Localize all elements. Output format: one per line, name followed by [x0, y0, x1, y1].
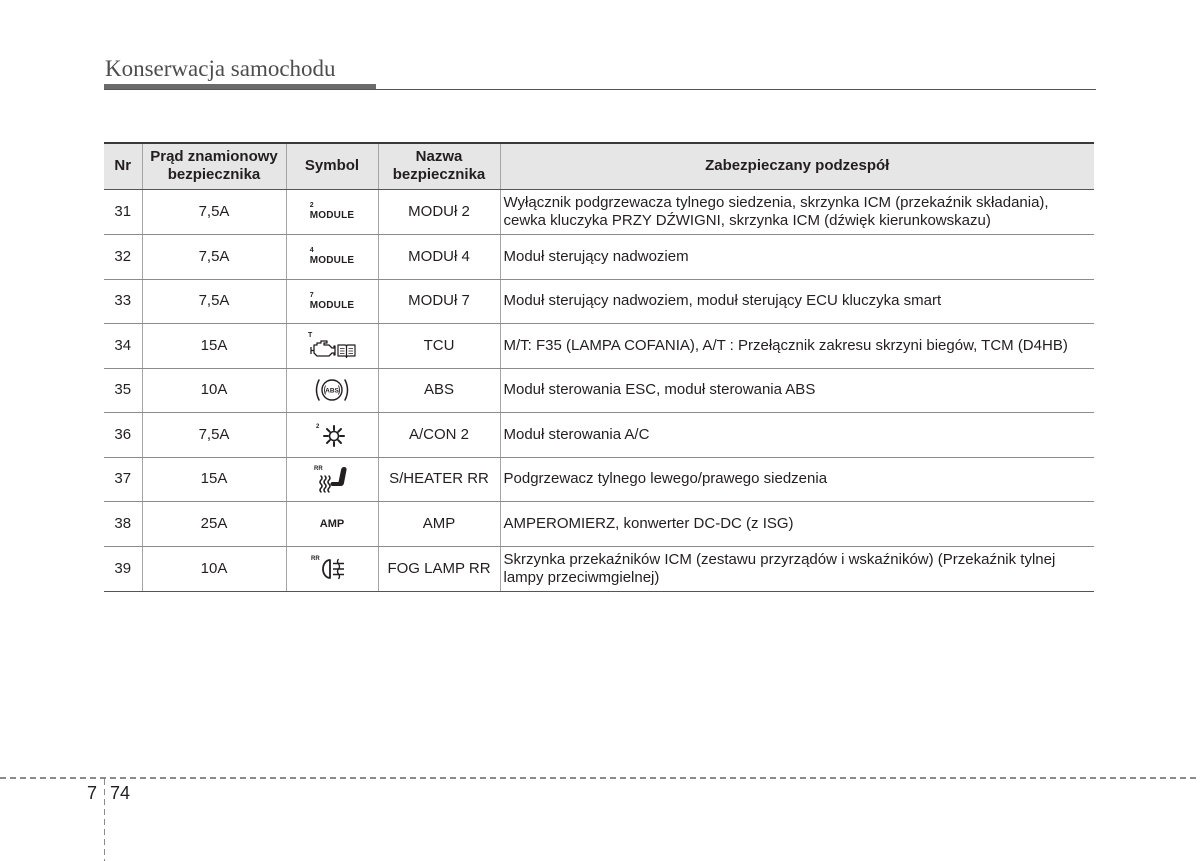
fuse-description [500, 501, 1094, 546]
column-header-rating: Prąd znamionowy bezpiecznika [142, 143, 286, 189]
description-line: M/T: F35 (LAMPA COFANIA), A/T : Przełącznik zakresu skrzyni biegów, TCM (D4HB) [503, 336, 1068, 354]
description-line: Podgrzewacz tylnego lewego/prawego siedzenia [503, 470, 828, 487]
description-line: Moduł sterujący nadwoziem [503, 247, 689, 265]
description-line: Wyłącznik podgrzewacza tylnego siedzenia, skrzynka ICM (przekaźnik składania), [503, 193, 1049, 211]
fuse-description [500, 546, 1094, 591]
fuse-name: MODUł 2 [378, 189, 500, 234]
abs-icon [312, 375, 352, 405]
amp-symbol-label: AMP [319, 518, 345, 530]
fuse-symbol [286, 323, 378, 368]
module-symbol [310, 202, 355, 221]
fuse-number: 33 [104, 279, 142, 323]
fuse-rating: 7,5A [142, 234, 286, 279]
column-header-name: Nazwa bezpiecznika [378, 143, 500, 189]
table-row [104, 457, 1094, 501]
table-row [104, 501, 1094, 546]
fuse-name: MODUł 7 [378, 279, 500, 323]
symbol-superscript: 2 [309, 202, 314, 209]
symbol-label: MODULE [309, 299, 355, 311]
abs-icon-label: ABS [325, 387, 339, 395]
description-line: Moduł sterowania ESC, moduł sterowania ABS [503, 381, 816, 398]
fuse-rating: 7,5A [142, 189, 286, 234]
air-conditioning-icon [315, 421, 349, 449]
fuse-symbol [286, 234, 378, 279]
description-line: Moduł sterowania A/C [503, 425, 650, 443]
engine-icon [311, 341, 335, 356]
rear-fog-lamp-icon [310, 554, 354, 584]
symbol-superscript: 7 [309, 291, 314, 299]
fuse-number: 31 [104, 189, 142, 234]
column-header-symbol: Symbol [286, 143, 378, 189]
fuse-rating: 15A [142, 323, 286, 368]
table-row [104, 234, 1094, 279]
fuse-symbol [286, 368, 378, 412]
symbol-label: MODULE [309, 255, 355, 266]
table-row [104, 279, 1094, 323]
fuse-description [500, 234, 1094, 279]
fuse-number: 38 [104, 501, 142, 546]
fuse-description [500, 323, 1094, 368]
fuse-table [104, 142, 1094, 592]
fuse-description [500, 368, 1094, 412]
symbol-label: MODULE [309, 210, 355, 221]
description-line: lampy przeciwmgielnej) [503, 568, 660, 586]
fuse-name: MODUł 4 [378, 234, 500, 279]
description-line: AMPEROMIERZ, konwerter DC-DC (z ISG) [503, 514, 794, 532]
fuse-description [500, 279, 1094, 323]
fuse-name: ABS [378, 368, 500, 412]
column-header-component: Zabezpieczany podzespół [500, 143, 1094, 189]
symbol-superscript: 2 [316, 423, 320, 430]
symbol-superscript: RR [311, 555, 320, 562]
fuse-symbol [286, 412, 378, 457]
fuse-name: S/HEATER RR [378, 457, 500, 501]
table-row [104, 189, 1094, 234]
fuse-number: 36 [104, 412, 142, 457]
fuse-description [500, 412, 1094, 457]
fuse-number: 34 [104, 323, 142, 368]
fuse-rating: 7,5A [142, 412, 286, 457]
description-line: Skrzynka przekaźników ICM (zestawu przyrządów i wskaźników) (Przekaźnik tylnej [503, 550, 1056, 568]
table-row [104, 368, 1094, 412]
fuse-symbol [286, 189, 378, 234]
fuse-rating: 15A [142, 457, 286, 501]
fuse-name: A/CON 2 [378, 412, 500, 457]
page-number: 74 [110, 783, 131, 803]
fuse-symbol [286, 457, 378, 501]
manual-book-icon [338, 345, 355, 358]
symbol-superscript: RR [314, 466, 323, 472]
fuse-name: TCU [378, 323, 500, 368]
fuse-symbol [286, 501, 378, 546]
symbol-superscript: T [308, 331, 313, 339]
fuse-number: 39 [104, 546, 142, 591]
fuse-name: FOG LAMP RR [378, 546, 500, 591]
table-row [104, 546, 1094, 591]
fuse-name: AMP [378, 501, 500, 546]
fuse-rating: 7,5A [142, 279, 286, 323]
title-rule [104, 89, 1096, 91]
fuse-rating: 10A [142, 368, 286, 412]
footer-dashed-rule [0, 777, 1200, 779]
module-symbol [310, 292, 355, 311]
table-row [104, 323, 1094, 368]
chapter-number: 7 [87, 783, 98, 803]
table-row [104, 412, 1094, 457]
page-title: Konserwacja samochodu [105, 56, 336, 81]
fuse-rating: 25A [142, 501, 286, 546]
fuse-number: 37 [104, 457, 142, 501]
symbol-superscript: 4 [309, 247, 314, 254]
fuse-symbol [286, 279, 378, 323]
fuse-description [500, 457, 1094, 501]
footer-dashed-divider [104, 779, 106, 861]
fuse-number: 32 [104, 234, 142, 279]
fuse-symbol [286, 546, 378, 591]
fuse-number: 35 [104, 368, 142, 412]
description-line: cewka kluczyka PRZY DŹWIGNI, skrzynka ICM (dźwięk kierunkowskazu) [503, 211, 991, 229]
rear-seat-heater-icon [313, 464, 351, 494]
column-header-nr: Nr [104, 143, 142, 189]
fuse-rating: 10A [142, 546, 286, 591]
description-line: Moduł sterujący nadwoziem, moduł sterujący ECU kluczyka smart [503, 292, 942, 309]
module-symbol [310, 247, 355, 266]
engine-transmission-icon [307, 331, 357, 361]
fuse-description [500, 189, 1094, 234]
table-header-row [104, 143, 1094, 189]
